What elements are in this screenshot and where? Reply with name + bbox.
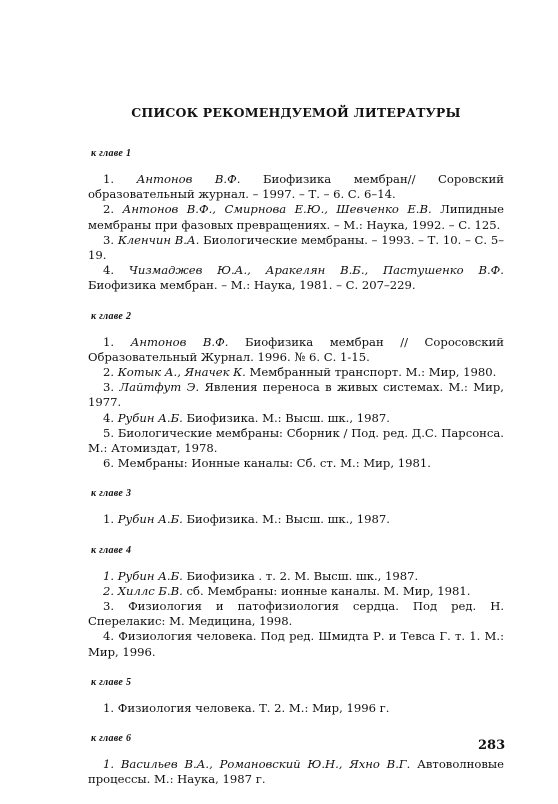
- chapter-references: [88, 172, 504, 294]
- chapter-references: [88, 335, 504, 472]
- chapter-references: [88, 757, 504, 787]
- reference-number: 1.: [103, 512, 115, 527]
- reference-authors: Кленчин В.А.: [117, 232, 200, 247]
- reference-entry: [88, 233, 504, 263]
- reference-text: Биофизика. М.: Высш. шк., 1987.: [182, 512, 390, 527]
- reference-text: Липидные мембраны при фазовых превращениях. – М.: Наука, 1992. – С. 125.: [88, 202, 504, 232]
- reference-text: Биофизика . т. 2. М. Высш. шк., 1987.: [182, 568, 419, 583]
- chapter-references: [88, 701, 504, 716]
- reference-entry: [88, 172, 504, 202]
- reference-authors: Рубин А.Б.: [117, 410, 183, 425]
- chapter-references: [88, 512, 504, 527]
- chapter-heading: к главе 3: [91, 488, 132, 500]
- reference-text: Биофизика. М.: Высш. шк., 1987.: [182, 410, 390, 425]
- reference-number: 2.: [103, 202, 115, 217]
- reference-entry: [88, 263, 504, 293]
- reference-number: 1.: [103, 172, 115, 186]
- reference-list: [88, 148, 504, 787]
- reference-text: Мембранный транспорт. М.: Мир, 1980.: [245, 365, 497, 380]
- reference-entry: [88, 365, 504, 380]
- reference-number: 6.: [103, 456, 115, 471]
- reference-entry: [88, 426, 504, 456]
- reference-number: 5.: [103, 425, 115, 440]
- reference-entry: [88, 456, 504, 471]
- reference-text: Мембраны: Ионные каналы: Сб. ст. М.: Мир, 1981.: [117, 456, 431, 471]
- reference-text: сб. Мембраны: ионные каналы. М. Мир, 1981.: [182, 583, 471, 598]
- reference-authors: Хиллс Б.В.: [117, 583, 183, 598]
- reference-authors: Рубин А.Б.: [117, 512, 183, 527]
- reference-entry: [88, 202, 504, 232]
- reference-text: Физиология человека. Под ред. Шмидта Р. и Тевса Г. т. 1. М.: Мир, 1996.: [88, 629, 505, 659]
- reference-text: Биофизика мембран// Соровский образовательный журнал. – 1997. – Т. – 6. С. 6–14.: [88, 172, 504, 202]
- reference-number: 4.: [103, 263, 115, 278]
- page-title: СПИСОК РЕКОМЕНДУЕМОЙ ЛИТЕРАТУРЫ: [131, 105, 461, 120]
- reference-entry: [88, 599, 504, 629]
- reference-number: 1.: [103, 700, 115, 715]
- reference-entry: [88, 757, 504, 787]
- chapter-references: [88, 569, 504, 660]
- reference-entry: [88, 569, 504, 584]
- reference-entry: [88, 380, 504, 410]
- document-page: [88, 105, 504, 804]
- page-number: 283: [478, 738, 506, 753]
- reference-number: 2.: [103, 365, 115, 380]
- chapter-heading: к главе 5: [91, 676, 132, 688]
- reference-text: Явления переноса в живых системах. М.: Мир, 1977.: [88, 380, 504, 410]
- reference-authors: Антонов В.Ф.: [136, 172, 241, 186]
- reference-text: Автоволновые процессы. М.: Наука, 1987 г.: [88, 757, 504, 787]
- reference-entry: [88, 701, 504, 716]
- reference-entry: [88, 629, 504, 659]
- reference-authors: Лайтфут Э.: [119, 380, 200, 395]
- reference-entry: [88, 335, 504, 365]
- reference-number: 4.: [103, 629, 115, 644]
- reference-authors: Антонов В.Ф., Смирнова Е.Ю., Шевченко Е.В.: [122, 202, 432, 217]
- reference-authors: Котык А., Яначек К.: [117, 365, 246, 380]
- reference-entry: [88, 411, 504, 426]
- reference-number: 3.: [103, 599, 115, 614]
- reference-number: 1.: [103, 757, 115, 772]
- chapter-heading: к главе 4: [91, 544, 132, 556]
- reference-number: 3.: [103, 232, 115, 247]
- chapter-heading: к главе 6: [91, 733, 132, 745]
- reference-entry: [88, 512, 504, 527]
- reference-text: Биологические мембраны. – 1993. – Т. 10. – С. 5–19.: [88, 232, 504, 263]
- reference-authors: Антонов В.Ф.: [130, 334, 229, 349]
- reference-number: 2.: [103, 583, 115, 598]
- reference-authors: Васильев В.А., Романовский Ю.Н., Яхно В.Г.: [120, 757, 411, 772]
- reference-number: 3.: [103, 380, 115, 395]
- chapter-heading: к главе 1: [91, 148, 132, 159]
- chapter-heading: к главе 2: [91, 310, 132, 322]
- reference-number: 1.: [103, 334, 115, 349]
- reference-text: Физиология и патофизиология сердца. Под ред. Н. Сперелакис: М. Медицина, 1998.: [88, 599, 505, 629]
- reference-text: Биофизика мембран. – М.: Наука, 1981. – С. 207–229.: [88, 278, 416, 293]
- reference-authors: Чизмаджев Ю.А., Аракелян В.Б., Пастушенко В.Ф.: [128, 263, 504, 278]
- reference-entry: [88, 584, 504, 599]
- reference-number: 4.: [103, 410, 115, 425]
- reference-authors: Рубин А.Б.: [117, 568, 183, 583]
- reference-text: Биофизика мембран // Соросовский Образовательный Журнал. 1996. № 6. С. 1-15.: [88, 334, 504, 364]
- reference-text: Биологические мембраны: Сборник / Под. ред. Д.С. Парсонса. М.: Атомиздат, 1978.: [88, 425, 504, 456]
- reference-text: Физиология человека. Т. 2. М.: Мир, 1996 г.: [117, 700, 390, 715]
- reference-number: 1.: [103, 568, 115, 583]
